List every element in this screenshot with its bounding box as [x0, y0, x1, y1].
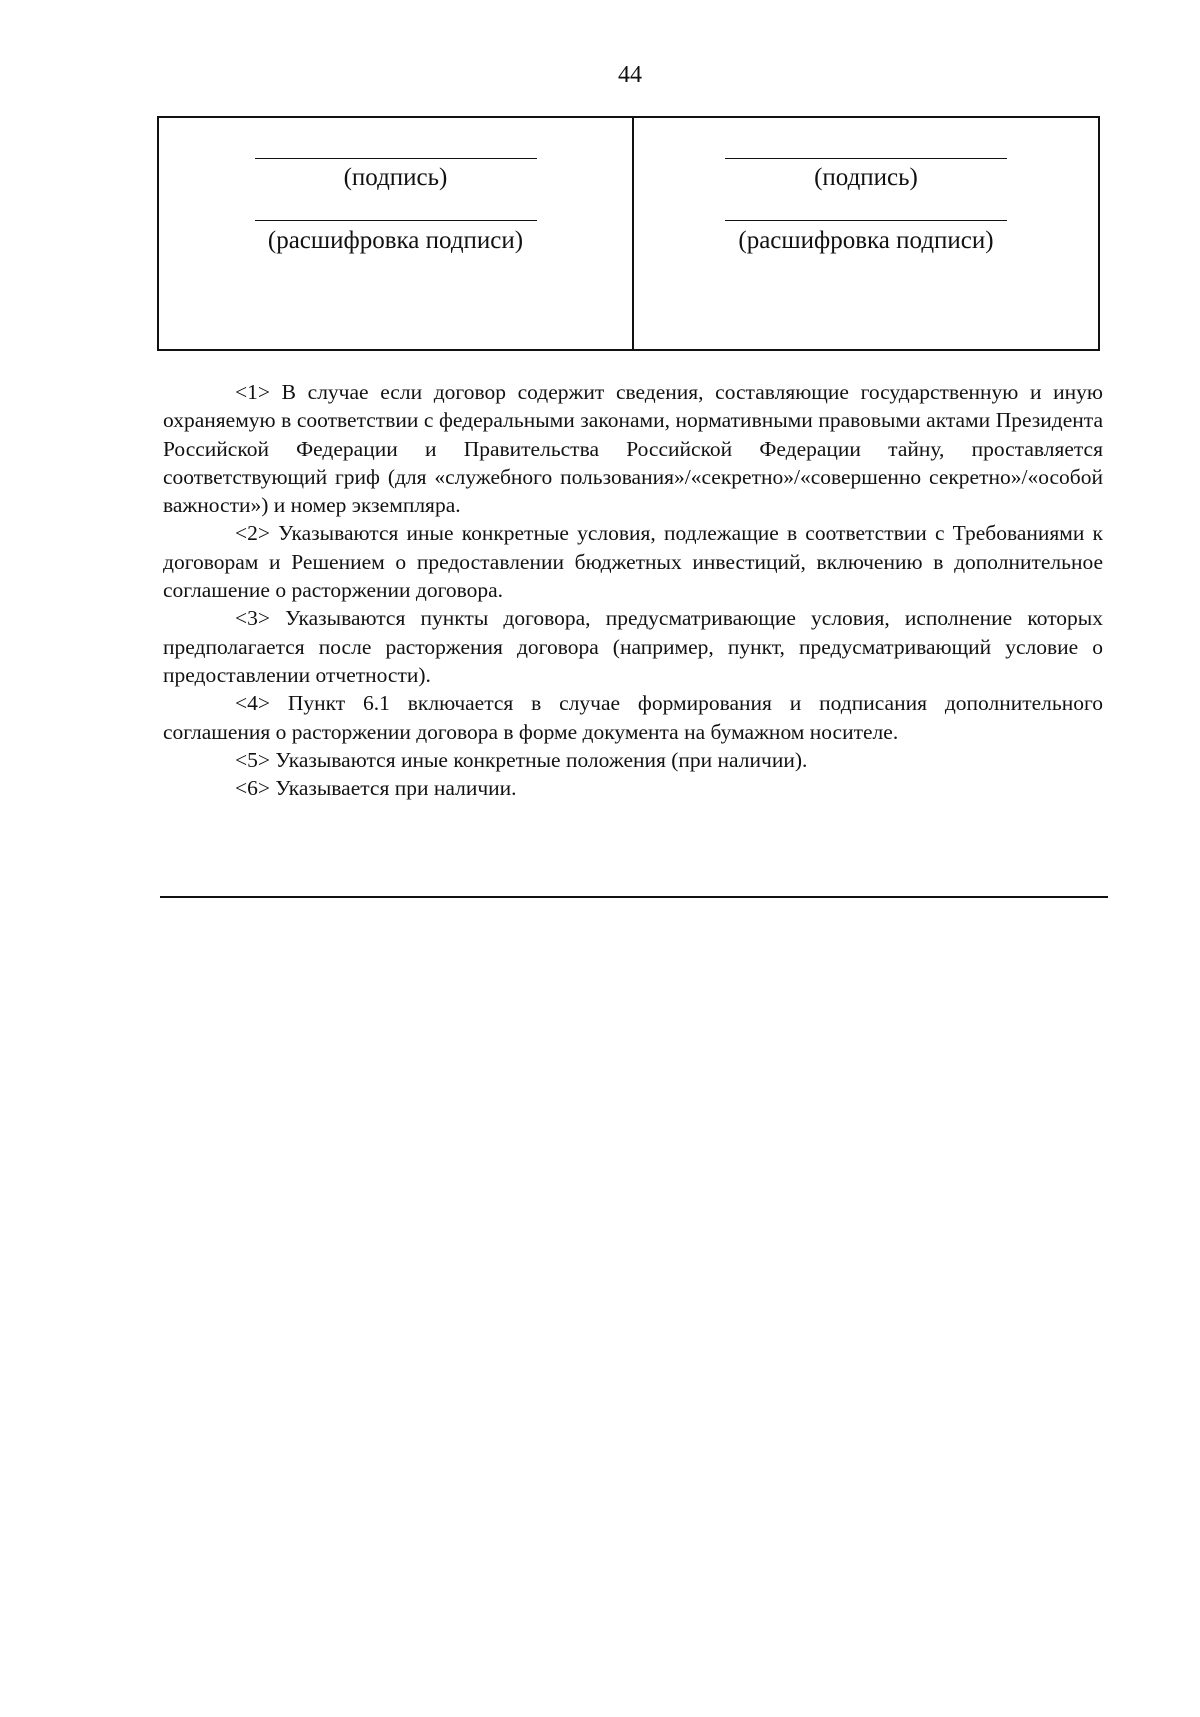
footnote-3: <3> Указываются пункты договора, предусматривающие условия, исполнение которых предполагается после расторжения договора (например, пункт, предусматривающий условие о предоставлении отчетности).: [163, 606, 1103, 687]
page-number: 44: [618, 62, 642, 88]
footnote-2: <2> Указываются иные конкретные условия, подлежащие в соответствии с Требованиями к договорам и Решением о предоставлении бюджетных инвестиций, включению в дополнительное соглашение о расторжении договора.: [163, 521, 1103, 603]
signature-label: (подпись): [814, 164, 918, 191]
signature-cell-right: [634, 118, 1098, 349]
footnotes: [163, 378, 1103, 802]
signature-table: [157, 116, 1100, 351]
signature-line: [725, 158, 1007, 159]
signature-decoding-label: (расшифровка подписи): [267, 227, 524, 254]
footnote-4: <4> Пункт 6.1 включается в случае формирования и подписания дополнительного соглашения о расторжении договора в форме документа на бумажном носителе.: [163, 691, 1103, 744]
closing-horizontal-rule: [160, 896, 1108, 898]
signature-cell-left: [159, 118, 634, 349]
footnote-5: <5> Указываются иные конкретные положения (при наличии).: [235, 747, 808, 772]
signature-line: [255, 158, 537, 159]
signature-decoding-label: (расшифровка подписи): [738, 227, 994, 254]
signature-label: (подпись): [343, 164, 448, 191]
footnote-6: <6> Указывается при наличии.: [235, 776, 517, 801]
footnote-1: <1> В случае если договор содержит сведения, составляющие государственную и иную охраняемую в соответствии с федеральными законами, нормативными правовыми актами Президента Российской Федерации и Правительства Российской Федерации тайну, проставляется соответствующий гриф (для «служебного пользования»/«секретно»/«совершенно секретно»/«особой важности») и номер экземпляра.: [163, 380, 1103, 518]
signature-decoding-line: [725, 220, 1007, 221]
signature-decoding-line: [255, 220, 537, 221]
